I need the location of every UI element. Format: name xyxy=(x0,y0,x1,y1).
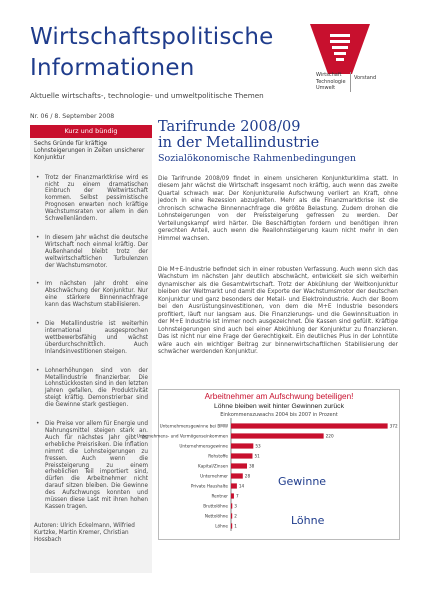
chart-category-label: Unternehmensgewinne xyxy=(179,443,228,449)
sidebar-bullet: • In diesem Jahr wächst die deutsche Wirtschaft noch einmal kräftig. Der Außenhandel bleibt trotz der weltwirtschaftlichen Turbulenzen der Wachstumsmotor. xyxy=(34,235,148,270)
chart-bar xyxy=(231,463,247,468)
logo-side-label: Vorstand xyxy=(354,75,377,81)
chart-category-label: Löhne xyxy=(215,523,228,529)
chart-category-label: Rohstoffe xyxy=(208,453,228,459)
chart-category-label: Private Haushalte xyxy=(190,483,228,489)
logo-caption-line2: Technologie xyxy=(316,78,346,85)
chart-value-label: 7 xyxy=(235,493,239,499)
chart-bar xyxy=(231,423,388,428)
publication-title-line2: Informationen xyxy=(30,55,195,81)
chart-value-label: 1 xyxy=(234,523,237,529)
article-subtitle: Sozialökonomische Rahmenbedingungen xyxy=(158,153,356,164)
chart-bar xyxy=(231,483,237,488)
chart-category-label: Nettolöhne xyxy=(204,513,228,519)
sidebar-summary xyxy=(30,125,152,573)
sidebar-bullet: • Die Metallindustrie ist weiterhin international ausgesprochen wettbewerbsfähig und wächst überdurchschnittlich. Auch Inlandsinvestitionen steigen. xyxy=(34,321,148,356)
issue-info: Nr. 06 / 8. September 2008 xyxy=(30,113,115,120)
chart-category-label: Rentner xyxy=(211,493,228,499)
chart-value-label: 51 xyxy=(254,453,260,459)
chart-bar xyxy=(231,453,252,458)
chart-category-label: Unternehmens- und Vermögenseinkommen xyxy=(136,433,228,439)
chart-value-label: 3 xyxy=(234,503,237,509)
article-title-line2: in der Metallindustrie xyxy=(158,135,320,151)
logo-caption-line3: Umwelt xyxy=(316,85,336,91)
chart-value-label: 28 xyxy=(244,473,251,479)
sidebar-bullet: • Die Preise vor allem für Energie und Nahrungsmittel steigen stark an. Auch für nächstes Jahr gibt es erhebliche Preisrisiken. Die Inflation nimmt die Lohnsteigerungen zu fressen. Auch wenn die Preissteigerung zu einem erheblichen Teil importiert sind, dürfen die Arbeitnehmer nicht darauf sitzen bleiben. Die Gewinne des Aufschwungs konnten und müssen diese Last mit ihren hohen Kassen tragen. xyxy=(34,421,148,511)
article-title xyxy=(158,119,319,151)
chart-box xyxy=(136,389,400,540)
chart-bar xyxy=(231,523,232,528)
chart-value-label: 220 xyxy=(325,433,334,439)
chart-bar xyxy=(231,443,253,448)
chart-value-label: 38 xyxy=(249,463,255,469)
sidebar-authors: Autoren: Ulrich Eckelmann, Wilfried Kurtzke, Martin Kremer, Christian Hossbach xyxy=(34,522,135,543)
chart-label-wages: Löhne xyxy=(291,514,325,527)
chart-category-label: Kapital/Zinsen xyxy=(198,463,228,469)
publication-title-line1: Wirtschaftspolitische xyxy=(30,24,274,50)
chart-value-label: 53 xyxy=(255,443,261,449)
chart-title: Arbeitnehmer am Aufschwung beteiligen! xyxy=(204,392,354,401)
chart-label-gains: Gewinne xyxy=(278,475,327,488)
sidebar-bullet: • Im nächsten Jahr droht eine Abschwächung der Konjunktur. Nur eine stärkere Binnennachfrage kann das Wachstum stabilisieren. xyxy=(34,281,148,309)
chart-bar xyxy=(231,513,232,518)
sidebar-bullet-list xyxy=(30,175,152,511)
chart-bar xyxy=(231,493,234,498)
chart-note: Einkommenszuwachs 2004 bis 2007 in Prozent xyxy=(220,412,338,418)
publication-title xyxy=(30,22,274,84)
logo-divider xyxy=(350,72,351,92)
chart-subtitle: Löhne bleiben weit hinter Gewinnen zurück xyxy=(214,403,344,410)
sidebar-bullet: • Lohnerhöhungen sind von der Metallindustrie finanzierbar. Die Lohnstückkosten sind in den letzten Jahren gefallen, die Produktivität steigt kräftig. Demonstrierbar sind die Gewinne stark gestiegen. xyxy=(34,368,148,409)
chart-category-label: Unternehmensgewinne bei BMW xyxy=(159,423,228,429)
chart-value-label: 14 xyxy=(238,483,245,489)
article-paragraph-2: Die M+E-Industrie befindet sich in einer robusten Verfassung. Auch wenn sich das Wachstum im nächsten Jahr deutlich abschwächt, entwickelt sie sich weiterhin dynamischer als die Gesamtwirtschaft. Trotz der Abkühlung der Weltkonjunktur bleiben der Weltmarkt und damit die Exporte der Wachstumsmotor der deutschen Konjunktur und ganz besonders der Metall- und Elektroindustrie. Auch der Boom bei den Ausrüstungsinvestitionen, von dem die M+E Industrie besonders profitiert, läuft nur langsam aus. Die Finanzierungs- und die Gewinnsituation in der M+E Industrie ist immer noch ausgezeichnet. Die Kassen sind gefüllt. Kräftige Lohnsteigerungen sind auch bei einer Abkühlung der Konjunktur zu finanzieren. Das ist nicht nur eine Frage der Gerechtigkeit. Ein deutliches Plus in der Lohntüte wäre auch ein wichtiger Beitrag zur binnenwirtschaftlichen Stabilisierung der schwächer werdenden Konjunktur. xyxy=(158,267,398,355)
article-paragraph-1: Die Tarifrunde 2008/09 findet in einem unsicheren Konjunkturklima statt. In diesem Jahr wächst die Wirtschaft insgesamt noch kräftig, auch wenn das zweite Quartal schwach war. Der Konjunkturelle Aufschwung verliert an Kraft, ohne jedoch in eine Rezession abzugleiten. Mehr als die Finanzmarktkrise ist die chronisch schwache Binnennachfrage die größte Belastung. Zudem drohen die Lohnsteigerungen von der Preissteigerung gefressen zu werden. Der Verteilungskampf wird härter. Die Beschäftigten fordern und benötigen ihren gerechten Anteil, auch wenn die Reallohnsteigerung kaum nicht mehr in den Himmel wachsen. xyxy=(158,176,398,242)
article-title-line1: Tarifrunde 2008/09 xyxy=(158,119,301,135)
chart-category-label: Unternehmer xyxy=(200,473,228,479)
chart-category-label: Bruttolöhne xyxy=(203,503,228,509)
logo-caption-line1: Wirtschaft xyxy=(316,72,342,78)
chart-bar xyxy=(231,433,324,438)
sidebar-lead: Sechs Gründe für kräftige Lohnsteigerungen in Zeiten unsicherer Konjunktur xyxy=(34,141,145,162)
chart-bar xyxy=(231,473,243,478)
sidebar-heading: Kurz und bündig xyxy=(30,125,152,138)
chart-bar xyxy=(231,503,232,508)
chart-value-label: 372 xyxy=(389,423,398,429)
sidebar-bullet: • Trotz der Finanzmarktkrise wird es nicht zu einem dramatischen Einbruch der Weltwirtschaft kommen. Selbst pessimistische Prognosen erwarten noch kräftige Wachstumsraten vor allem in den Schwellenländern. xyxy=(34,175,148,223)
logo-caption xyxy=(316,72,346,92)
publication-subtitle: Aktuelle wirtschafts-, technologie- und umweltpolitische Themen xyxy=(30,91,264,100)
chart-value-label: 2 xyxy=(234,513,237,519)
bar-chart xyxy=(136,390,401,541)
